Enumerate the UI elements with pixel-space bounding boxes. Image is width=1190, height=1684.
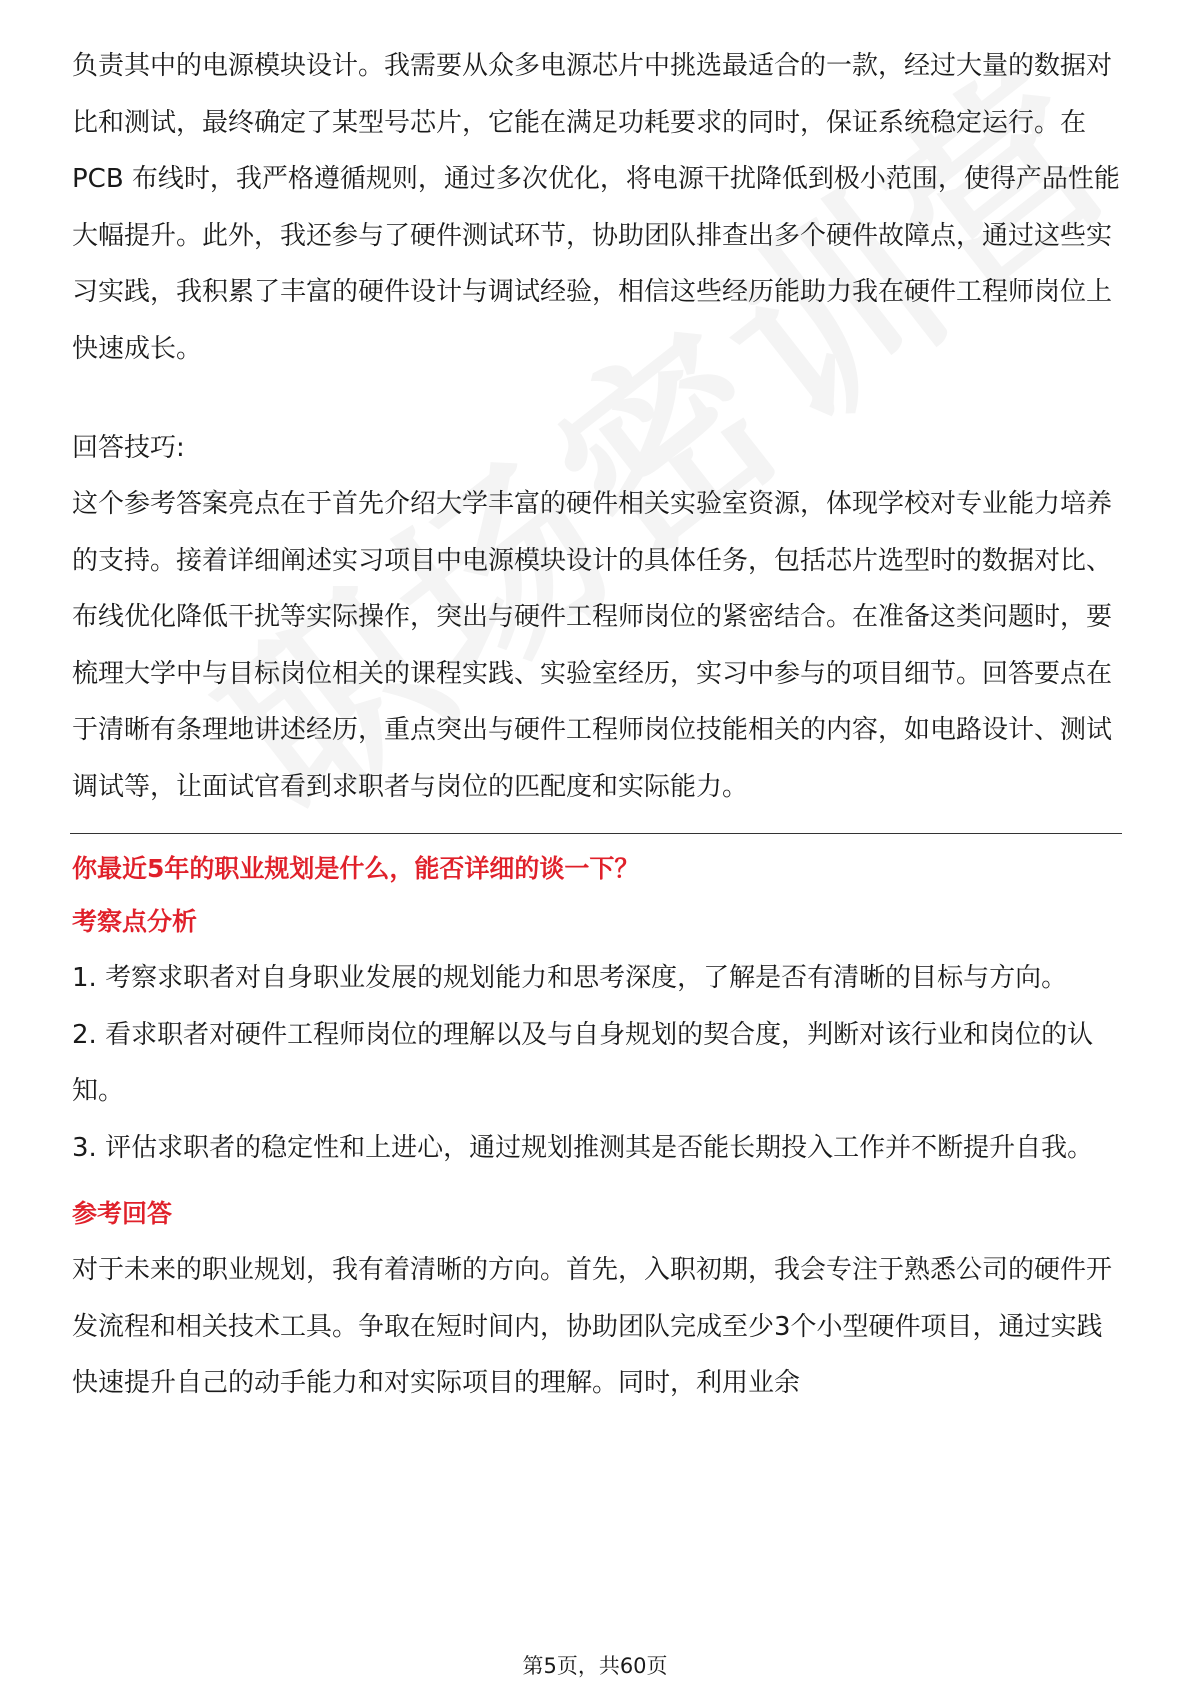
spacer (72, 1176, 1122, 1186)
tips-paragraph: 这个参考答案亮点在于首先介绍大学丰富的硬件相关实验室资源，体现学校对专业能力培养的支持。接着详细阐述实习项目中电源模块设计的具体任务，包括芯片选型时的数据对比、布线优化降低干扰等实际操作，突出与硬件工程师岗位的紧密结合。在准备这类问题时，要梳理大学中与目标岗位相关的课程实践、实验室经历，实习中参与的项目细节。回答要点在于清晰有条理地讲述经历，重点突出与硬件工程师岗位技能相关的内容，如电路设计、测试调试等，让面试官看到求职者与岗位的匹配度和实际能力。 (72, 489, 1113, 802)
document-body (72, 38, 1122, 1412)
section-divider (70, 833, 1122, 834)
spacer (72, 377, 1122, 420)
tips-label: 回答技巧: (72, 433, 185, 463)
intro-paragraph: 负责其中的电源模块设计。我需要从众多电源芯片中挑选最适合的一款，经过大量的数据对比和测试，最终确定了某型号芯片，它能在满足功耗要求的同时，保证系统稳定运行。在 PCB 布线时，我严格遵循规则，通过多次优化，将电源干扰降低到极小范围，使得产品性能大幅提升。此外，我还参与了硬件测试环节，协助团队排查出多个硬件故障点，通过这些实习实践，我积累了丰富的硬件设计与调试经验，相信这些经历能助力我在硬件工程师岗位上快速成长。 (72, 51, 1120, 364)
analysis-item-1: 1. 考察求职者对自身职业发展的规划能力和思考深度，了解是否有清晰的目标与方向。 (72, 963, 1068, 993)
analysis-heading: 考察点分析 (72, 907, 198, 936)
reference-paragraph: 对于未来的职业规划，我有着清晰的方向。首先，入职初期，我会专注于熟悉公司的硬件开发流程和相关技术工具。争取在短时间内，协助团队完成至少3个小型硬件项目，通过实践快速提升自己的动手能力和对实际项目的理解。同时，利用业余 (72, 1255, 1113, 1398)
analysis-item-3: 3. 评估求职者的稳定性和上进心，通过规划推测其是否能长期投入工作并不断提升自我。 (72, 1132, 1094, 1163)
question-title: 你最近5年的职业规划是什么，能否详细的谈一下？ (72, 854, 640, 883)
page-footer: 第5页，共60页 (522, 1654, 668, 1678)
analysis-item-2: 2. 看求职者对硬件工程师岗位的理解以及与自身规划的契合度，判断对该行业和岗位的认知。 (72, 1019, 1094, 1106)
reference-heading: 参考回答 (72, 1199, 173, 1228)
